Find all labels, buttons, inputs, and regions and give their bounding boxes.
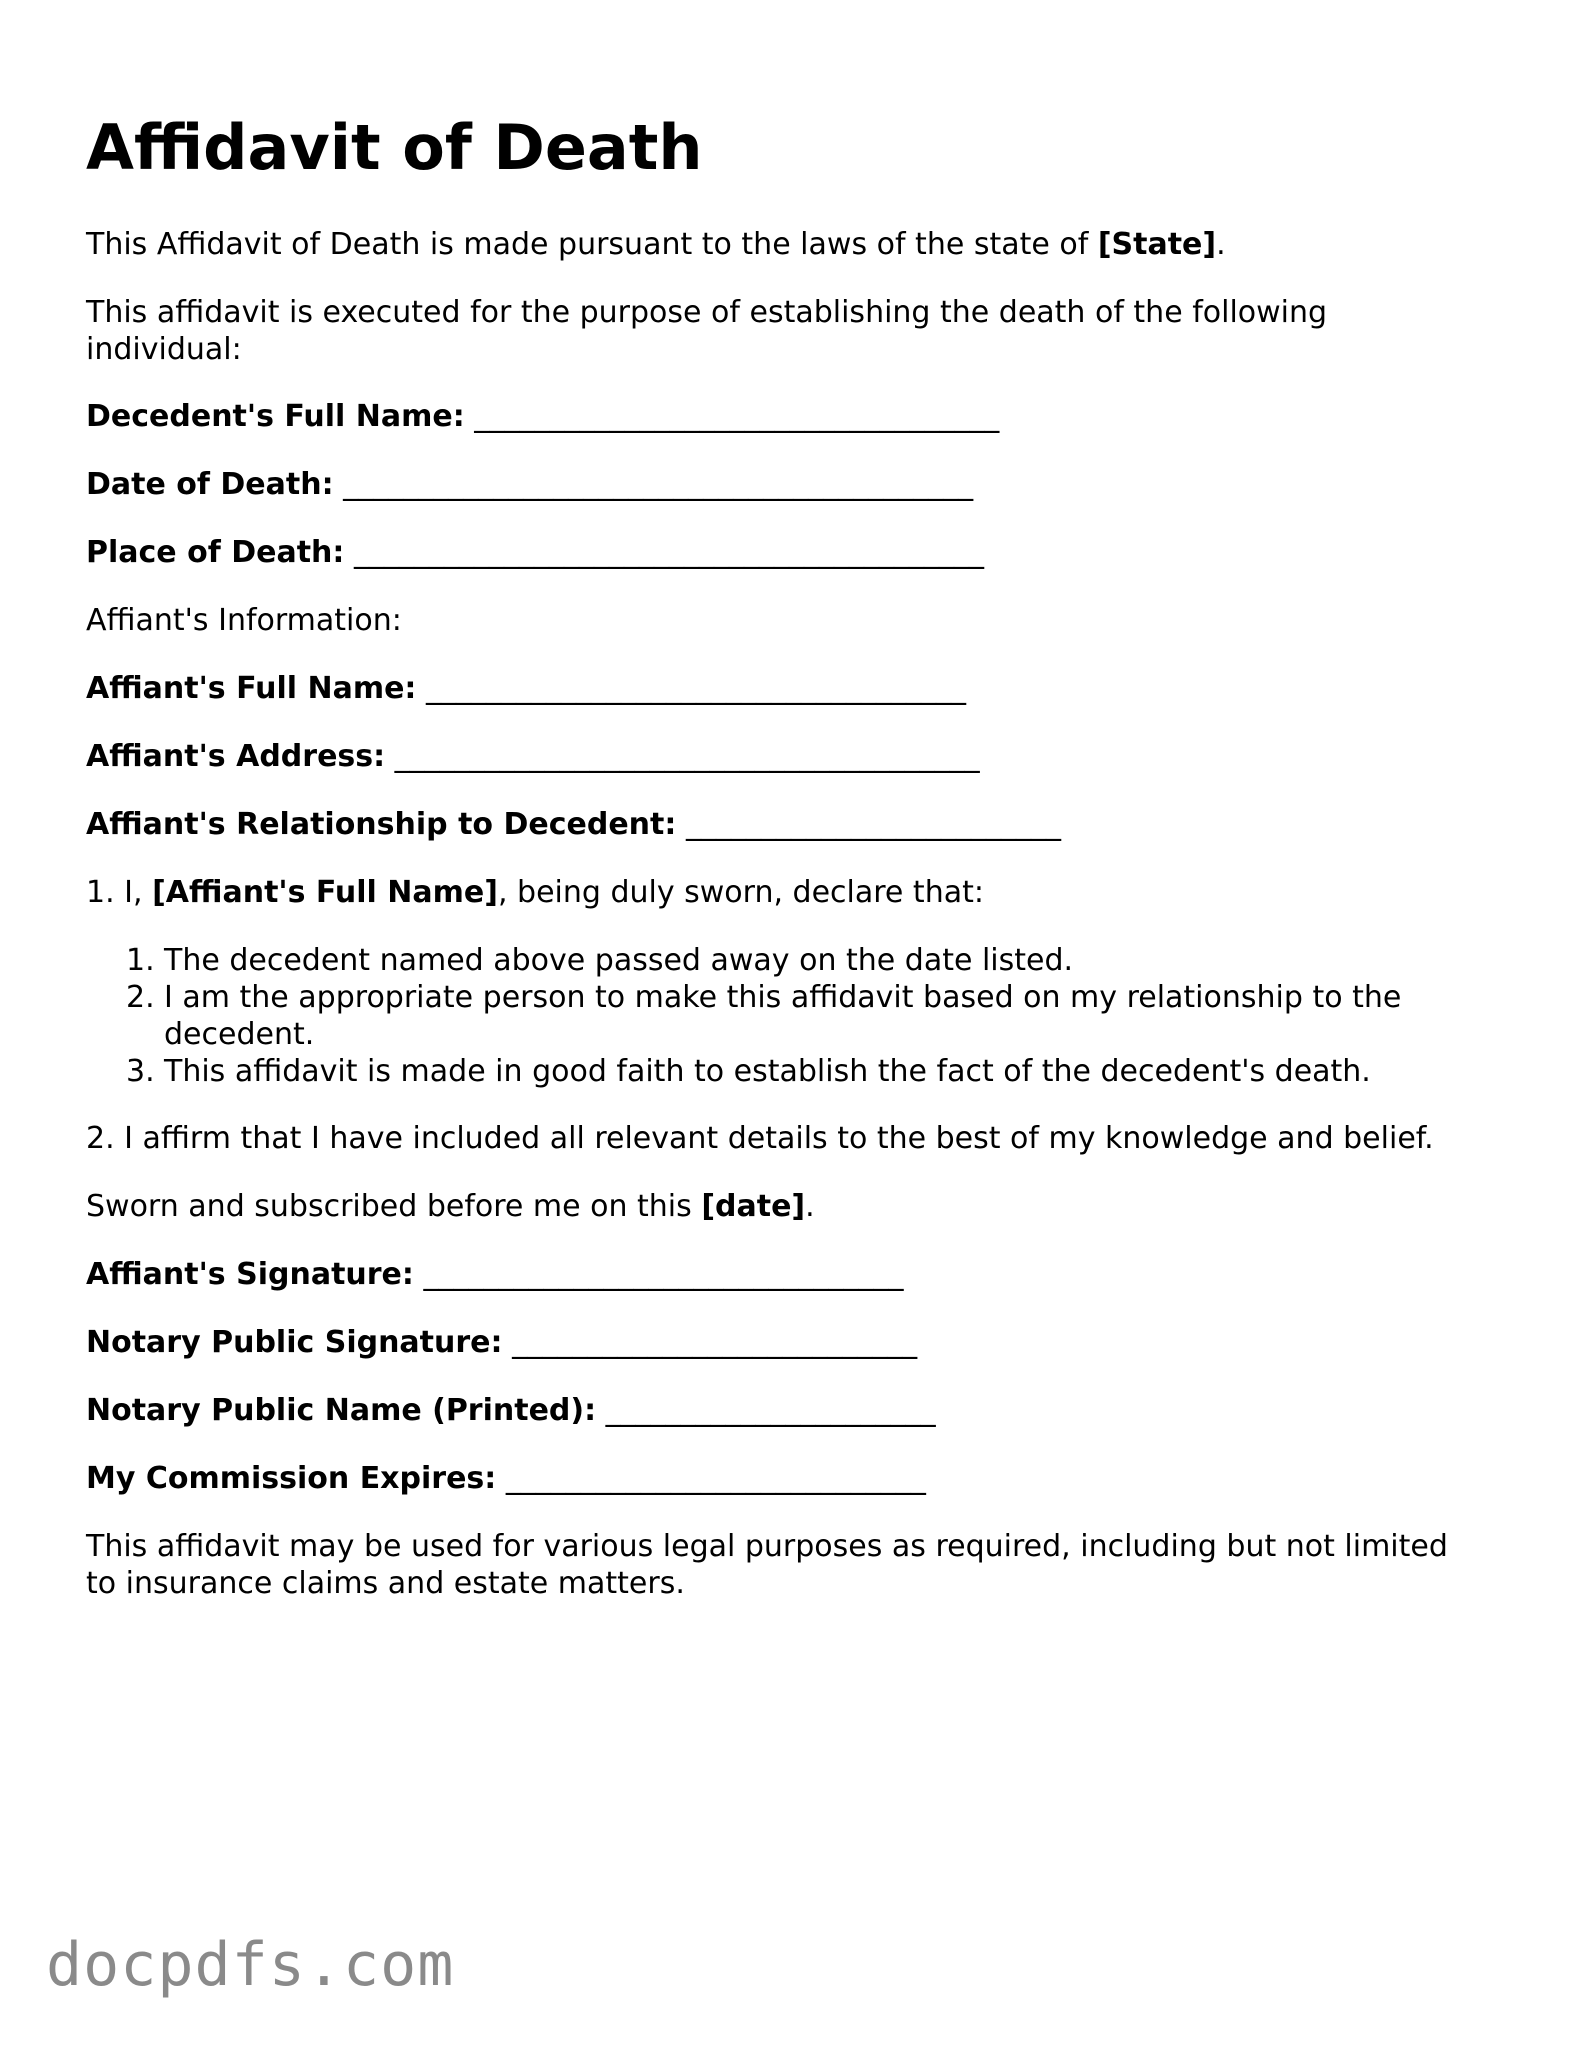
sworn-paragraph — [86, 1188, 815, 1225]
affiant-relationship-label: Affiant's Relationship to Decedent: — [86, 807, 677, 842]
affiant-heading: Affiant's Information: — [86, 603, 402, 638]
notary-name-field — [86, 1392, 936, 1429]
commission-expires-label: My Commission Expires: — [86, 1461, 497, 1496]
commission-expires-blank[interactable]: ____________________________ — [505, 1461, 926, 1496]
state-placeholder: [State] — [1097, 227, 1217, 262]
affirm-paragraph: 2. I affirm that I have included all relevant details to the best of my knowledge and belief. — [86, 1121, 1434, 1156]
notary-name-blank[interactable]: ______________________ — [605, 1393, 936, 1428]
closing-paragraph: This affidavit may be used for various legal purposes as required, including but not limited to insurance claims and estate matters. — [86, 1529, 1448, 1601]
list-item-text: The decedent named above passed away on the date listed. — [164, 943, 1074, 978]
commission-expires-field — [86, 1460, 926, 1497]
affiant-signature-blank[interactable]: ________________________________ — [423, 1257, 904, 1292]
sworn-end: . — [805, 1189, 815, 1224]
affiant-address-blank[interactable]: _______________________________________ — [394, 739, 980, 774]
declaration-suffix: , being duly sworn, declare that: — [497, 875, 984, 910]
list-item-number: 3. — [126, 1054, 155, 1089]
notary-signature-blank[interactable]: ___________________________ — [512, 1325, 918, 1360]
decedent-name-blank[interactable]: ___________________________________ — [474, 399, 1000, 434]
intro-text: This Affidavit of Death is made pursuant to the laws of the state of — [86, 227, 1098, 262]
list-item — [126, 942, 1506, 979]
affiant-name-blank[interactable]: ____________________________________ — [425, 671, 966, 706]
affiant-signature-label: Affiant's Signature: — [86, 1257, 414, 1292]
affiant-name-label: Affiant's Full Name: — [86, 671, 417, 706]
list-item-text: This affidavit is made in good faith to establish the fact of the decedent's death. — [164, 1054, 1371, 1089]
affiant-signature-field — [86, 1256, 903, 1293]
affiant-relationship-blank[interactable]: _________________________ — [685, 807, 1061, 842]
list-item — [126, 1053, 1506, 1090]
affiant-relationship-field — [86, 806, 1061, 843]
list-item — [126, 979, 1506, 1053]
document-title: Affidavit of Death — [86, 111, 703, 184]
notary-signature-field — [86, 1324, 917, 1361]
place-of-death-blank[interactable]: __________________________________________ — [353, 535, 984, 570]
list-item-text: I am the appropriate person to make this affidavit based on my relationship to the decedent. — [164, 980, 1402, 1052]
date-placeholder: [date] — [701, 1189, 806, 1224]
decedent-name-label: Decedent's Full Name: — [86, 399, 465, 434]
place-of-death-label: Place of Death: — [86, 535, 345, 570]
date-of-death-field — [86, 466, 973, 503]
date-of-death-label: Date of Death: — [86, 467, 334, 502]
declaration-sub-list — [126, 942, 1506, 1090]
sworn-text: Sworn and subscribed before me on this — [86, 1189, 702, 1224]
list-item-number: 1. — [126, 943, 155, 978]
list-item-number: 2. — [126, 980, 155, 1015]
decedent-name-field — [86, 398, 999, 435]
notary-signature-label: Notary Public Signature: — [86, 1325, 503, 1360]
declaration-paragraph — [86, 874, 984, 911]
intro-end: . — [1216, 227, 1226, 262]
affiant-name-placeholder: [Affiant's Full Name] — [152, 875, 498, 910]
affiant-address-label: Affiant's Address: — [86, 739, 386, 774]
affiant-address-field — [86, 738, 980, 775]
declaration-prefix: 1. I, — [86, 875, 153, 910]
intro-paragraph — [86, 226, 1226, 263]
date-of-death-blank[interactable]: __________________________________________ — [343, 467, 974, 502]
affiant-name-field — [86, 670, 966, 707]
place-of-death-field — [86, 534, 984, 571]
watermark-logo: docpdfs.com — [46, 1930, 455, 2000]
notary-name-label: Notary Public Name (Printed): — [86, 1393, 597, 1428]
purpose-paragraph: This affidavit is executed for the purpose of establishing the death of the following individual: — [86, 295, 1328, 367]
